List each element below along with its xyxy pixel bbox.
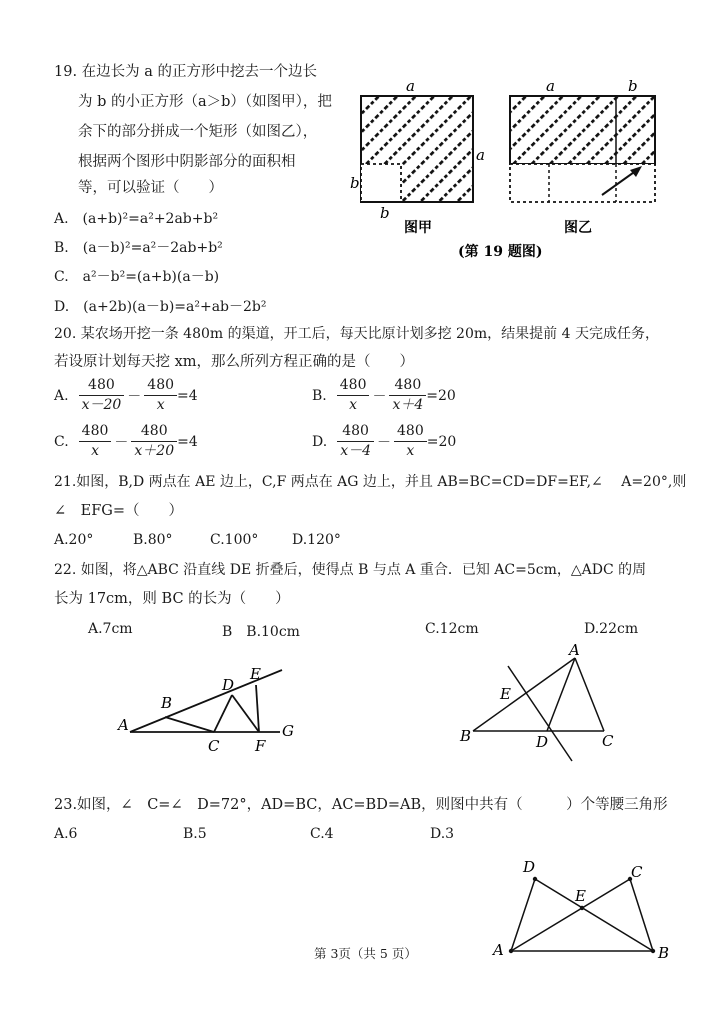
yi-label-b-top: b: [628, 78, 638, 95]
q19-figure: [340, 78, 670, 268]
q20-option-c: [54, 422, 198, 461]
fig21-label-f: F: [255, 737, 266, 755]
fig21-label-c: C: [208, 737, 220, 755]
q22-line-1: 22. 如图，将△ABC 沿直线 DE 折叠后，使得点 B 与点 A 重合．已知 AC=5cm，△ADC 的周: [54, 562, 647, 578]
q20-b-rhs: =20: [426, 387, 456, 404]
q19-option-b: B. (a－b)²=a²－2ab+b²: [54, 240, 223, 256]
jia-caption: 图甲: [404, 220, 432, 236]
q19-option-c: C. a²－b²=(a+b)(a－b): [54, 269, 220, 285]
jia-label-a-top: a: [406, 78, 415, 95]
fig23-label-a: A: [493, 941, 504, 959]
q19-figure-caption: (第 19 题图): [458, 244, 543, 260]
q21-figure: [110, 655, 310, 760]
q20-c-den-1: x: [91, 443, 99, 459]
q20-d-frac-2: [394, 422, 427, 461]
q20-d-den-1: x－4: [340, 443, 371, 459]
q22-option-a: A.7cm: [88, 621, 133, 637]
q19-option-a: A. (a+b)²=a²+2ab+b²: [54, 211, 219, 227]
q20-b-den-2: x＋4: [392, 397, 424, 413]
q19-line-2: 为 b 的小正方形（a＞b）（如图甲），把: [78, 94, 332, 110]
fig22-label-d: D: [536, 733, 549, 751]
q21-line-1: 21.如图，B,D 两点在 AE 边上，C,F 两点在 AG 边上，并且 AB=BC=CD=DF=EF,∠ A=20°,则: [54, 474, 687, 490]
q20-d-num-1: 480: [337, 422, 374, 442]
q20-b-frac-1: [337, 376, 370, 415]
q19-line-5: 等，可以验证（ ）: [78, 180, 223, 196]
q20-c-op: －: [114, 434, 129, 451]
fig23-label-c: C: [631, 863, 643, 881]
q20-c-letter: C.: [54, 433, 69, 450]
q22-figure: [450, 638, 630, 763]
q23-line-1: 23.如图，∠ C=∠ D=72°，AD=BC，AC=BD=AB，则图中共有（ ）个等腰三角形: [54, 797, 668, 813]
q21-line-2: ∠ EFG=（ ）: [54, 503, 184, 519]
yi-caption: 图乙: [564, 220, 592, 236]
q20-a-frac-2: [144, 376, 177, 415]
q20-option-b: [312, 376, 456, 415]
jia-label-a-right: a: [476, 146, 485, 164]
fig23-label-b: B: [658, 944, 670, 962]
q20-a-num-2: 480: [144, 376, 177, 396]
q21-option-d: D.120°: [292, 532, 341, 548]
q20-c-den-2: x＋20: [134, 443, 175, 459]
page-footer: 第 3页（共 5 页）: [314, 946, 417, 961]
q22-option-d: D.22cm: [584, 621, 639, 637]
fig21-label-e: E: [250, 665, 261, 683]
q20-a-op: －: [127, 388, 142, 405]
q20-d-op: －: [377, 434, 391, 451]
fig22-label-a: A: [569, 641, 580, 659]
fig22-label-b: B: [460, 727, 472, 745]
q20-d-frac-1: [337, 422, 374, 461]
q19-option-d: D. (a+2b)(a－b)=a²+ab－2b²: [54, 299, 267, 315]
q20-option-d: [312, 422, 456, 461]
q21-option-c: C.100°: [210, 532, 259, 548]
q23-option-b: B.5: [183, 826, 207, 842]
q20-d-den-2: x: [406, 443, 415, 459]
q20-line-1: 20. 某农场开挖一条 480m 的渠道，开工后，每天比原计划多挖 20m，结果提前 4 天完成任务，: [54, 326, 659, 342]
yi-label-a-top: a: [546, 78, 555, 95]
q20-c-frac-2: [131, 422, 177, 461]
jia-label-b-left: b: [350, 174, 360, 192]
yi-shaded-region: [510, 96, 655, 164]
q22-line-2: 长为 17cm，则 BC 的长为（ ）: [54, 591, 290, 607]
q20-line-2: 若设原计划每天挖 xm，那么所列方程正确的是（ ）: [54, 354, 415, 370]
fig21-label-g: G: [282, 722, 294, 740]
q20-d-letter: D.: [312, 433, 328, 450]
q20-a-den-1: x－20: [81, 397, 122, 413]
q19-line-1: 19. 在边长为 a 的正方形中挖去一个边长: [54, 64, 318, 80]
q20-b-op: －: [372, 388, 387, 405]
figure-jia: [350, 78, 485, 236]
figure-yi: [510, 78, 655, 236]
q23-option-d: D.3: [430, 826, 455, 842]
q23-option-c: C.4: [310, 826, 334, 842]
q19-line-3: 余下的部分拼成一个矩形（如图乙），: [78, 124, 318, 140]
q20-b-frac-2: [389, 376, 426, 415]
fig22-label-c: C: [602, 732, 614, 750]
q20-c-num-1: 480: [79, 422, 112, 442]
jia-label-b-bottom: b: [380, 204, 390, 222]
q21-option-b: B.80°: [133, 532, 173, 548]
q23-option-a: A.6: [54, 826, 78, 842]
q19-line-4: 根据两个图形中阴影部分的面积相: [78, 154, 296, 170]
jia-removed-square: [361, 164, 401, 202]
q20-d-num-2: 480: [394, 422, 427, 442]
q20-d-rhs: =20: [426, 433, 457, 450]
q20-c-num-2: 480: [131, 422, 177, 442]
q20-a-letter: A.: [54, 387, 69, 404]
q20-a-num-1: 480: [79, 376, 125, 396]
fig23-label-d: D: [523, 858, 536, 876]
q20-c-frac-1: [79, 422, 112, 461]
q22-option-b: B B.10cm: [222, 624, 300, 640]
fig23-label-e: E: [575, 887, 586, 905]
q20-option-a: [54, 376, 198, 415]
fig21-label-a: A: [118, 716, 129, 734]
q20-a-rhs: =4: [177, 387, 198, 404]
q20-b-num-2: 480: [389, 376, 426, 396]
q20-a-frac-1: [79, 376, 125, 415]
q20-b-num-1: 480: [337, 376, 370, 396]
q20-b-letter: B.: [312, 387, 327, 404]
q21-option-a: A.20°: [54, 532, 94, 548]
q23-figure: [485, 852, 685, 967]
q22-option-c: C.12cm: [425, 621, 479, 637]
fig22-label-e: E: [500, 685, 511, 703]
fig21-label-b: B: [161, 694, 173, 712]
q20-b-den-1: x: [349, 397, 358, 413]
fig21-label-d: D: [222, 676, 235, 694]
q20-a-den-2: x: [156, 397, 165, 413]
q20-c-rhs: =4: [177, 433, 198, 450]
